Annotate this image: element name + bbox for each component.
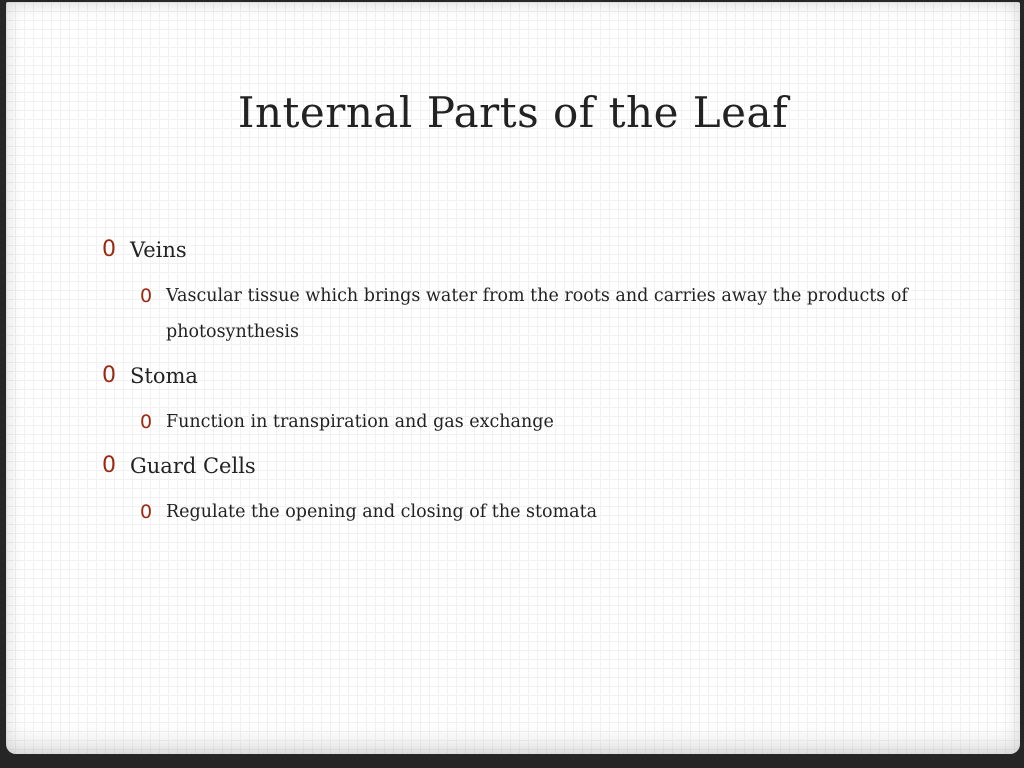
slide [6, 2, 1020, 754]
sub-bullet-item-veins-description [140, 278, 942, 350]
sub-bullet-text: Regulate the opening and closing of the stomata [166, 502, 598, 522]
slide-title: Internal Parts of the Leaf [237, 88, 789, 137]
bullet-marker: 0 [102, 453, 116, 478]
sub-bullet-text: Vascular tissue which brings water from the roots and carries away the products of photosynthesis [166, 286, 908, 342]
sub-bullet-item-guard-cells-description [140, 494, 942, 530]
sub-bullet-marker: 0 [140, 285, 153, 307]
bullet-text: Veins [130, 238, 187, 262]
sub-bullet-text: Function in transpiration and gas exchange [166, 412, 554, 432]
bullet-item-stoma [102, 358, 942, 394]
sub-bullet-marker: 0 [140, 501, 153, 523]
bullet-text: Stoma [130, 364, 198, 388]
bullet-text: Guard Cells [130, 454, 256, 478]
bullet-list [102, 228, 942, 538]
bullet-marker: 0 [102, 237, 116, 262]
bullet-item-guard-cells [102, 448, 942, 484]
sub-bullet-marker: 0 [140, 411, 153, 433]
bullet-item-veins [102, 232, 942, 268]
sub-bullet-item-stoma-description [140, 404, 942, 440]
bullet-marker: 0 [102, 363, 116, 388]
